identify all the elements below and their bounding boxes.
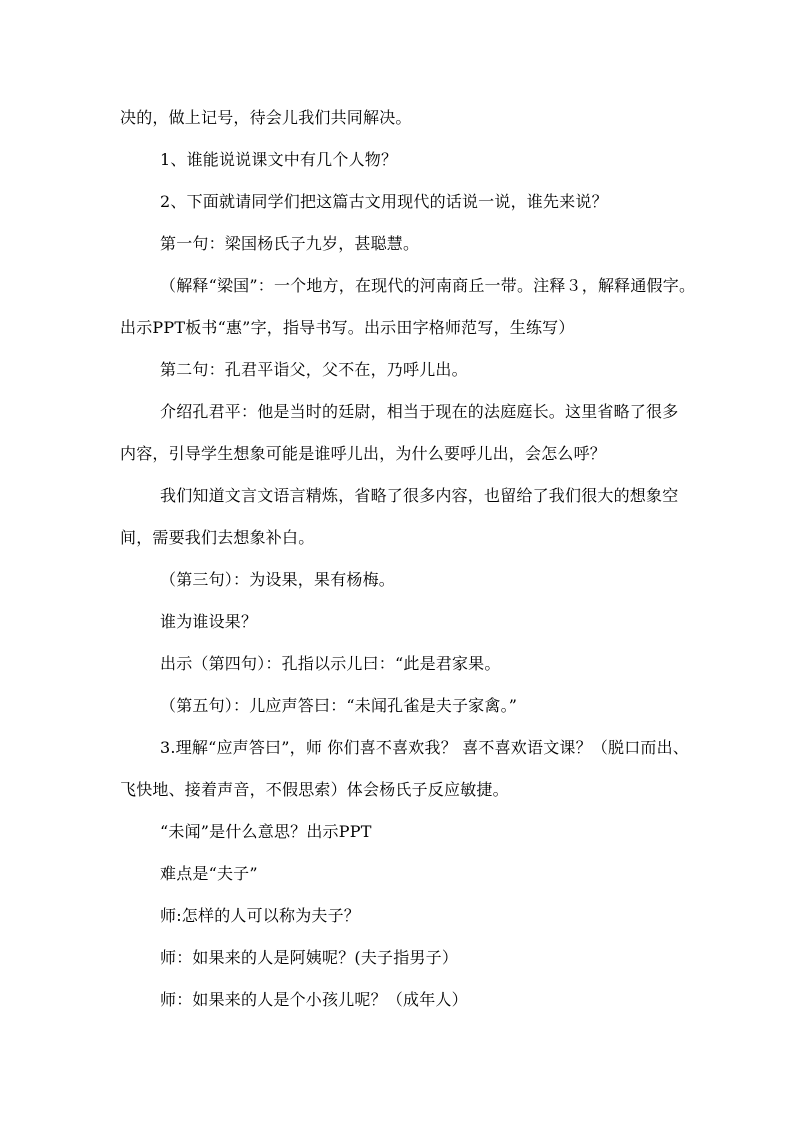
- text-line: 第二句：孔君平诣父，父不在，乃呼儿出。: [160, 360, 468, 379]
- text-line: 3.理解“应声答曰”，师 你们喜不喜欢我？ 喜不喜欢语文课？（脱口而出、: [160, 738, 689, 757]
- text-line: 我们知道文言文语言精炼，省略了很多内容，也留给了我们很大的想象空: [160, 486, 679, 505]
- text-line: （解释“梁国”：一个地方，在现代的河南商丘一带。注释３，解释通假字。: [160, 276, 696, 295]
- text-line: 2、下面就请同学们把这篇古文用现代的话说一说，谁先来说？: [160, 192, 608, 211]
- text-line: 师：如果来的人是阿姨呢？(夫子指男子）: [160, 948, 459, 967]
- text-line: 内容，引导学生想象可能是谁呼儿出，为什么要呼儿出，会怎么呼？: [120, 444, 607, 463]
- text-line: “未闻”是什么意思？出示PPT: [160, 822, 372, 841]
- text-line: 介绍孔君平：他是当时的廷尉，相当于现在的法庭庭长。这里省略了很多: [160, 402, 679, 421]
- text-line: 师：如果来的人是个小孩儿呢？（成年人）: [160, 990, 468, 1009]
- text-line: 间，需要我们去想象补白。: [120, 528, 315, 547]
- text-line: 谁为谁设果？: [160, 612, 258, 631]
- text-line: 出示PPT板书“惠”字，指导书写。出示田字格师范写，生练写）: [120, 318, 575, 337]
- text-line: 决的，做上记号，待会儿我们共同解决。: [120, 108, 412, 127]
- text-line: 1、谁能说说课文中有几个人物？: [160, 150, 398, 169]
- text-line: 出示（第四句）：孔指以示儿曰：“此是君家果。: [160, 654, 501, 673]
- text-line: （第五句）：儿应声答曰：“未闻孔雀是夫子家禽。”: [160, 696, 518, 715]
- text-line: 难点是“夫子”: [160, 864, 258, 883]
- text-line: 飞快地、接着声音，不假思索）体会杨氏子反应敏捷。: [120, 780, 509, 799]
- text-line: （第三句）：为设果，果有杨梅。: [160, 570, 396, 589]
- text-line: 师:怎样的人可以称为夫子？: [160, 906, 360, 925]
- text-line: 第一句：梁国杨氏子九岁，甚聪慧。: [160, 234, 420, 253]
